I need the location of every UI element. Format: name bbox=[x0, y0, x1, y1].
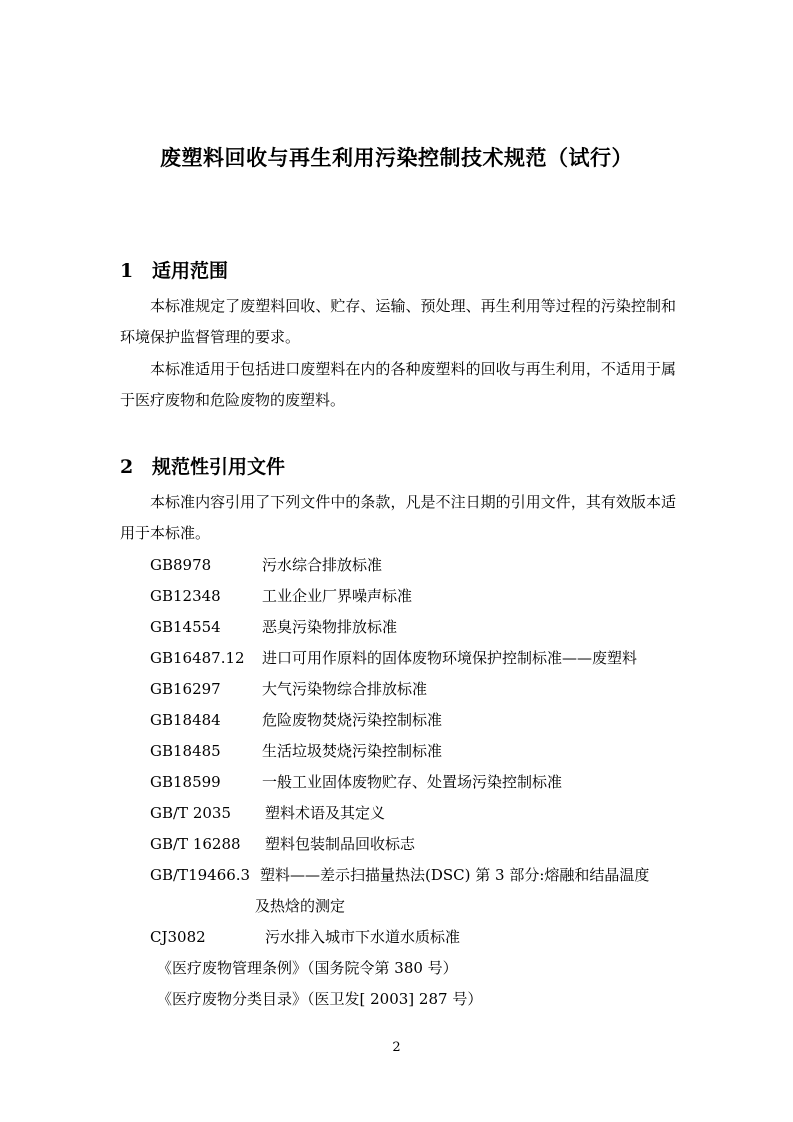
reference-title: 污水排入城市下水道水质标准 bbox=[265, 928, 461, 946]
section-2-number: 2 bbox=[120, 456, 134, 478]
section-2-heading bbox=[120, 452, 285, 479]
reference-item bbox=[150, 581, 690, 612]
section-2-paragraph-1: 本标准内容引用了下列文件中的条款，凡是不注日期的引用文件，其有效版本适用于本标准。 bbox=[120, 493, 676, 542]
reference-title-line-2: 及热焓的测定 bbox=[255, 897, 346, 915]
regulation-item bbox=[150, 984, 690, 1015]
reference-code: GB16297 bbox=[150, 680, 221, 698]
reference-code: GB/T 2035 bbox=[150, 804, 232, 822]
reference-code: CJ3082 bbox=[150, 928, 206, 946]
reference-title: 污水综合排放标准 bbox=[262, 556, 383, 574]
reference-title: 一般工业固体废物贮存、处置场污染控制标准 bbox=[262, 773, 563, 791]
reference-item bbox=[150, 798, 690, 829]
reference-item bbox=[150, 705, 690, 736]
reference-code: GB18485 bbox=[150, 742, 221, 760]
reference-code: GB12348 bbox=[150, 587, 221, 605]
section-1-paragraph-2: 本标准适用于包括进口废塑料在内的各种废塑料的回收与再生利用，不适用于属于医疗废物和危险废物的废塑料。 bbox=[120, 360, 676, 409]
reference-item bbox=[150, 612, 690, 643]
reference-title: 进口可用作原料的固体废物环境保护控制标准——废塑料 bbox=[262, 649, 638, 667]
reference-item bbox=[150, 829, 690, 860]
reference-code: GB14554 bbox=[150, 618, 221, 636]
reference-item bbox=[150, 767, 690, 798]
reference-code: GB/T19466.3 bbox=[150, 866, 251, 884]
reference-code: GB18484 bbox=[150, 711, 221, 729]
regulation-title: 《医疗废物分类目录》（医卫发[ 2003] 287 号） bbox=[157, 990, 483, 1008]
reference-title: 危险废物焚烧污染控制标准 bbox=[262, 711, 443, 729]
section-1-heading bbox=[120, 256, 228, 283]
section-1-title: 适用范围 bbox=[152, 260, 229, 282]
reference-item bbox=[150, 674, 690, 705]
reference-code: GB16487.12 bbox=[150, 649, 245, 667]
document-title: 废塑料回收与再生利用污染控制技术规范（试行） bbox=[160, 146, 633, 170]
reference-list bbox=[150, 550, 690, 1015]
reference-code: GB18599 bbox=[150, 773, 221, 791]
reference-item bbox=[150, 860, 690, 922]
reference-item bbox=[150, 550, 690, 581]
reference-item bbox=[150, 736, 690, 767]
reference-code: GB/T 16288 bbox=[150, 835, 241, 853]
reference-title: 工业企业厂界噪声标准 bbox=[262, 587, 413, 605]
regulation-title: 《医疗废物管理条例》（国务院令第 380 号） bbox=[157, 959, 458, 977]
regulation-item bbox=[150, 953, 690, 984]
section-1-paragraph-1: 本标准规定了废塑料回收、贮存、运输、预处理、再生利用等过程的污染控制和环境保护监督管理的要求。 bbox=[120, 297, 676, 346]
section-2-title: 规范性引用文件 bbox=[152, 456, 286, 478]
reference-title: 恶臭污染物排放标准 bbox=[262, 618, 398, 636]
reference-item bbox=[150, 643, 690, 674]
reference-code: GB8978 bbox=[150, 556, 212, 574]
reference-title bbox=[255, 860, 675, 922]
reference-title: 塑料包装制品回收标志 bbox=[265, 835, 416, 853]
section-1-number: 1 bbox=[120, 260, 134, 282]
reference-title: 大气污染物综合排放标准 bbox=[262, 680, 428, 698]
page-number: 2 bbox=[392, 1040, 401, 1055]
reference-title: 塑料术语及其定义 bbox=[265, 804, 386, 822]
reference-item bbox=[150, 922, 690, 953]
reference-title: 生活垃圾焚烧污染控制标准 bbox=[262, 742, 443, 760]
reference-title-line-1: 塑料——差示扫描量热法(DSC) 第 3 部分:熔融和结晶温度 bbox=[260, 866, 650, 884]
